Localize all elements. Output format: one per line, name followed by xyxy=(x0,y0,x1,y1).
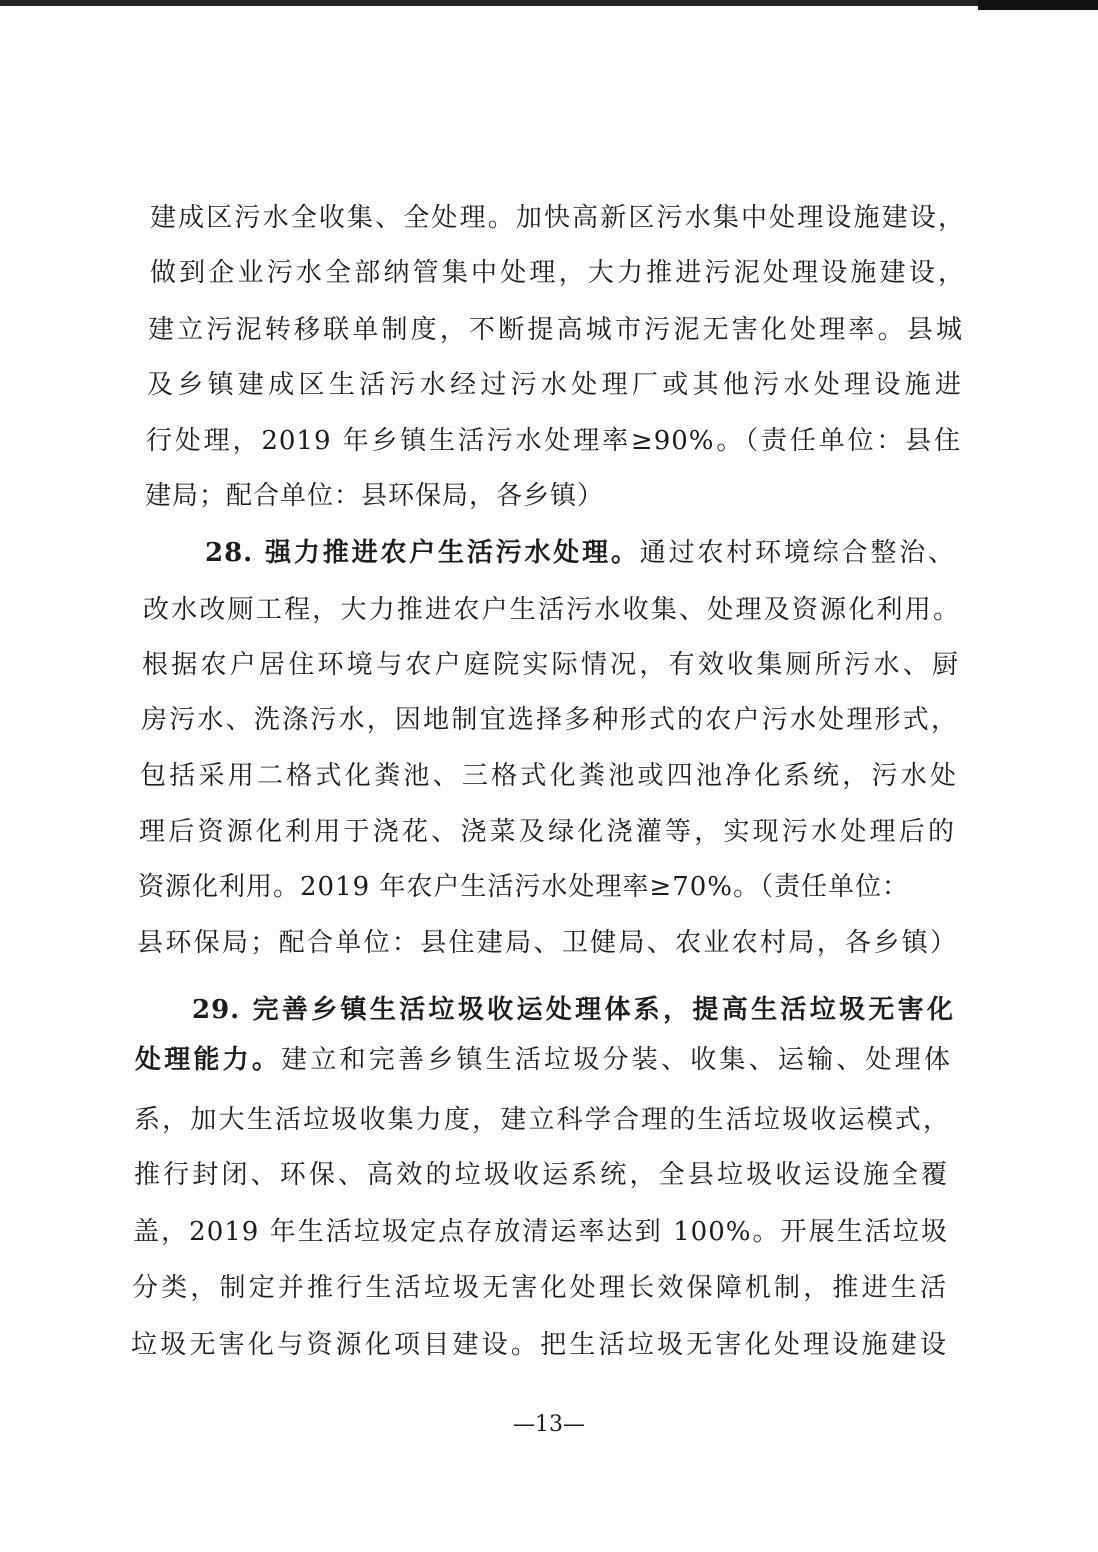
heading-line xyxy=(205,533,955,573)
line-text: 包括采用二格式化粪池、三格式化粪池或四池净化系统，污水处 xyxy=(140,761,957,791)
heading-line xyxy=(192,990,954,1030)
line-text: 房污水、洗涤污水，因地制宜选择多种形式的农户污水处理形式， xyxy=(141,705,958,735)
text-line xyxy=(150,198,965,238)
text-line xyxy=(147,365,962,405)
line-text: 建局；配合单位：县环保局，各乡镇） xyxy=(145,481,605,511)
line-text: 及乡镇建成区生活污水经过污水处理厂或其他污水处理设施进 xyxy=(147,370,962,400)
bold-heading: 28. 强力推进农户生活污水处理。 xyxy=(205,538,640,568)
line-text: 行处理，2019 年乡镇生活污水处理率≥90%。（责任单位：县住 xyxy=(146,426,961,456)
heading-line xyxy=(135,1040,951,1080)
page-number: —13— xyxy=(513,1412,585,1437)
line-text: 系，加大生活垃圾收集力度，建立科学合理的生活垃圾收运模式， xyxy=(134,1105,950,1135)
text-line xyxy=(131,1325,947,1365)
text-line xyxy=(145,476,604,516)
line-text: 建立和完善乡镇生活垃圾分装、收集、运输、处理体 xyxy=(281,1045,951,1075)
line-text: 改水改厕工程，大力推进农户生活污水收集、处理及资源化利用。 xyxy=(143,595,960,625)
line-text: 垃圾无害化与资源化项目建设。把生活垃圾无害化处理设施建设 xyxy=(131,1330,947,1360)
text-line xyxy=(148,310,963,350)
scan-edge-corner xyxy=(978,0,1098,10)
line-text: 理后资源化利用于浇花、浇菜及绿化浇灌等，实现污水处理后的 xyxy=(139,817,955,847)
line-text: 资源化利用。2019 年农户生活污水处理率≥70%。（责任单位： xyxy=(138,872,910,902)
text-line xyxy=(134,1155,948,1195)
line-text: 推行封闭、环保、高效的垃圾收运系统，全县垃圾收运设施全覆 xyxy=(134,1160,948,1190)
text-line xyxy=(138,867,909,907)
text-line xyxy=(142,645,959,685)
line-text: 建立污泥转移联单制度，不断提高城市污泥无害化处理率。县城 xyxy=(148,315,963,345)
text-line xyxy=(143,590,960,630)
text-line xyxy=(137,923,957,963)
line-text: 根据农户居住环境与农户庭院实际情况，有效收集厕所污水、厨 xyxy=(142,650,959,680)
text-line xyxy=(141,700,958,740)
bold-heading: 29. 完善乡镇生活垃圾收运处理体系，提高生活垃圾无害化 xyxy=(192,995,954,1025)
text-line xyxy=(133,1212,948,1252)
text-line xyxy=(146,421,961,461)
text-line xyxy=(134,1100,950,1140)
line-text: 分类，制定并推行生活垃圾无害化处理长效保障机制，推进生活 xyxy=(132,1273,947,1303)
line-text: 建成区污水全收集、全处理。加快高新区污水集中处理设施建设， xyxy=(150,203,965,233)
line-text: 做到企业污水全部纳管集中处理，大力推进污泥处理设施建设， xyxy=(150,258,965,288)
line-text: 通过农村环境综合整治、 xyxy=(639,538,955,568)
text-line xyxy=(132,1268,947,1308)
text-line xyxy=(150,253,965,293)
bold-heading: 处理能力。 xyxy=(135,1045,282,1075)
text-line xyxy=(139,812,955,852)
line-text: 县环保局；配合单位：县住建局、卫健局、农业农村局，各乡镇） xyxy=(137,928,957,958)
text-line xyxy=(140,756,957,796)
scan-edge xyxy=(0,0,1098,6)
line-text: 盖，2019 年生活垃圾定点存放清运率达到 100%。开展生活垃圾 xyxy=(133,1217,948,1247)
